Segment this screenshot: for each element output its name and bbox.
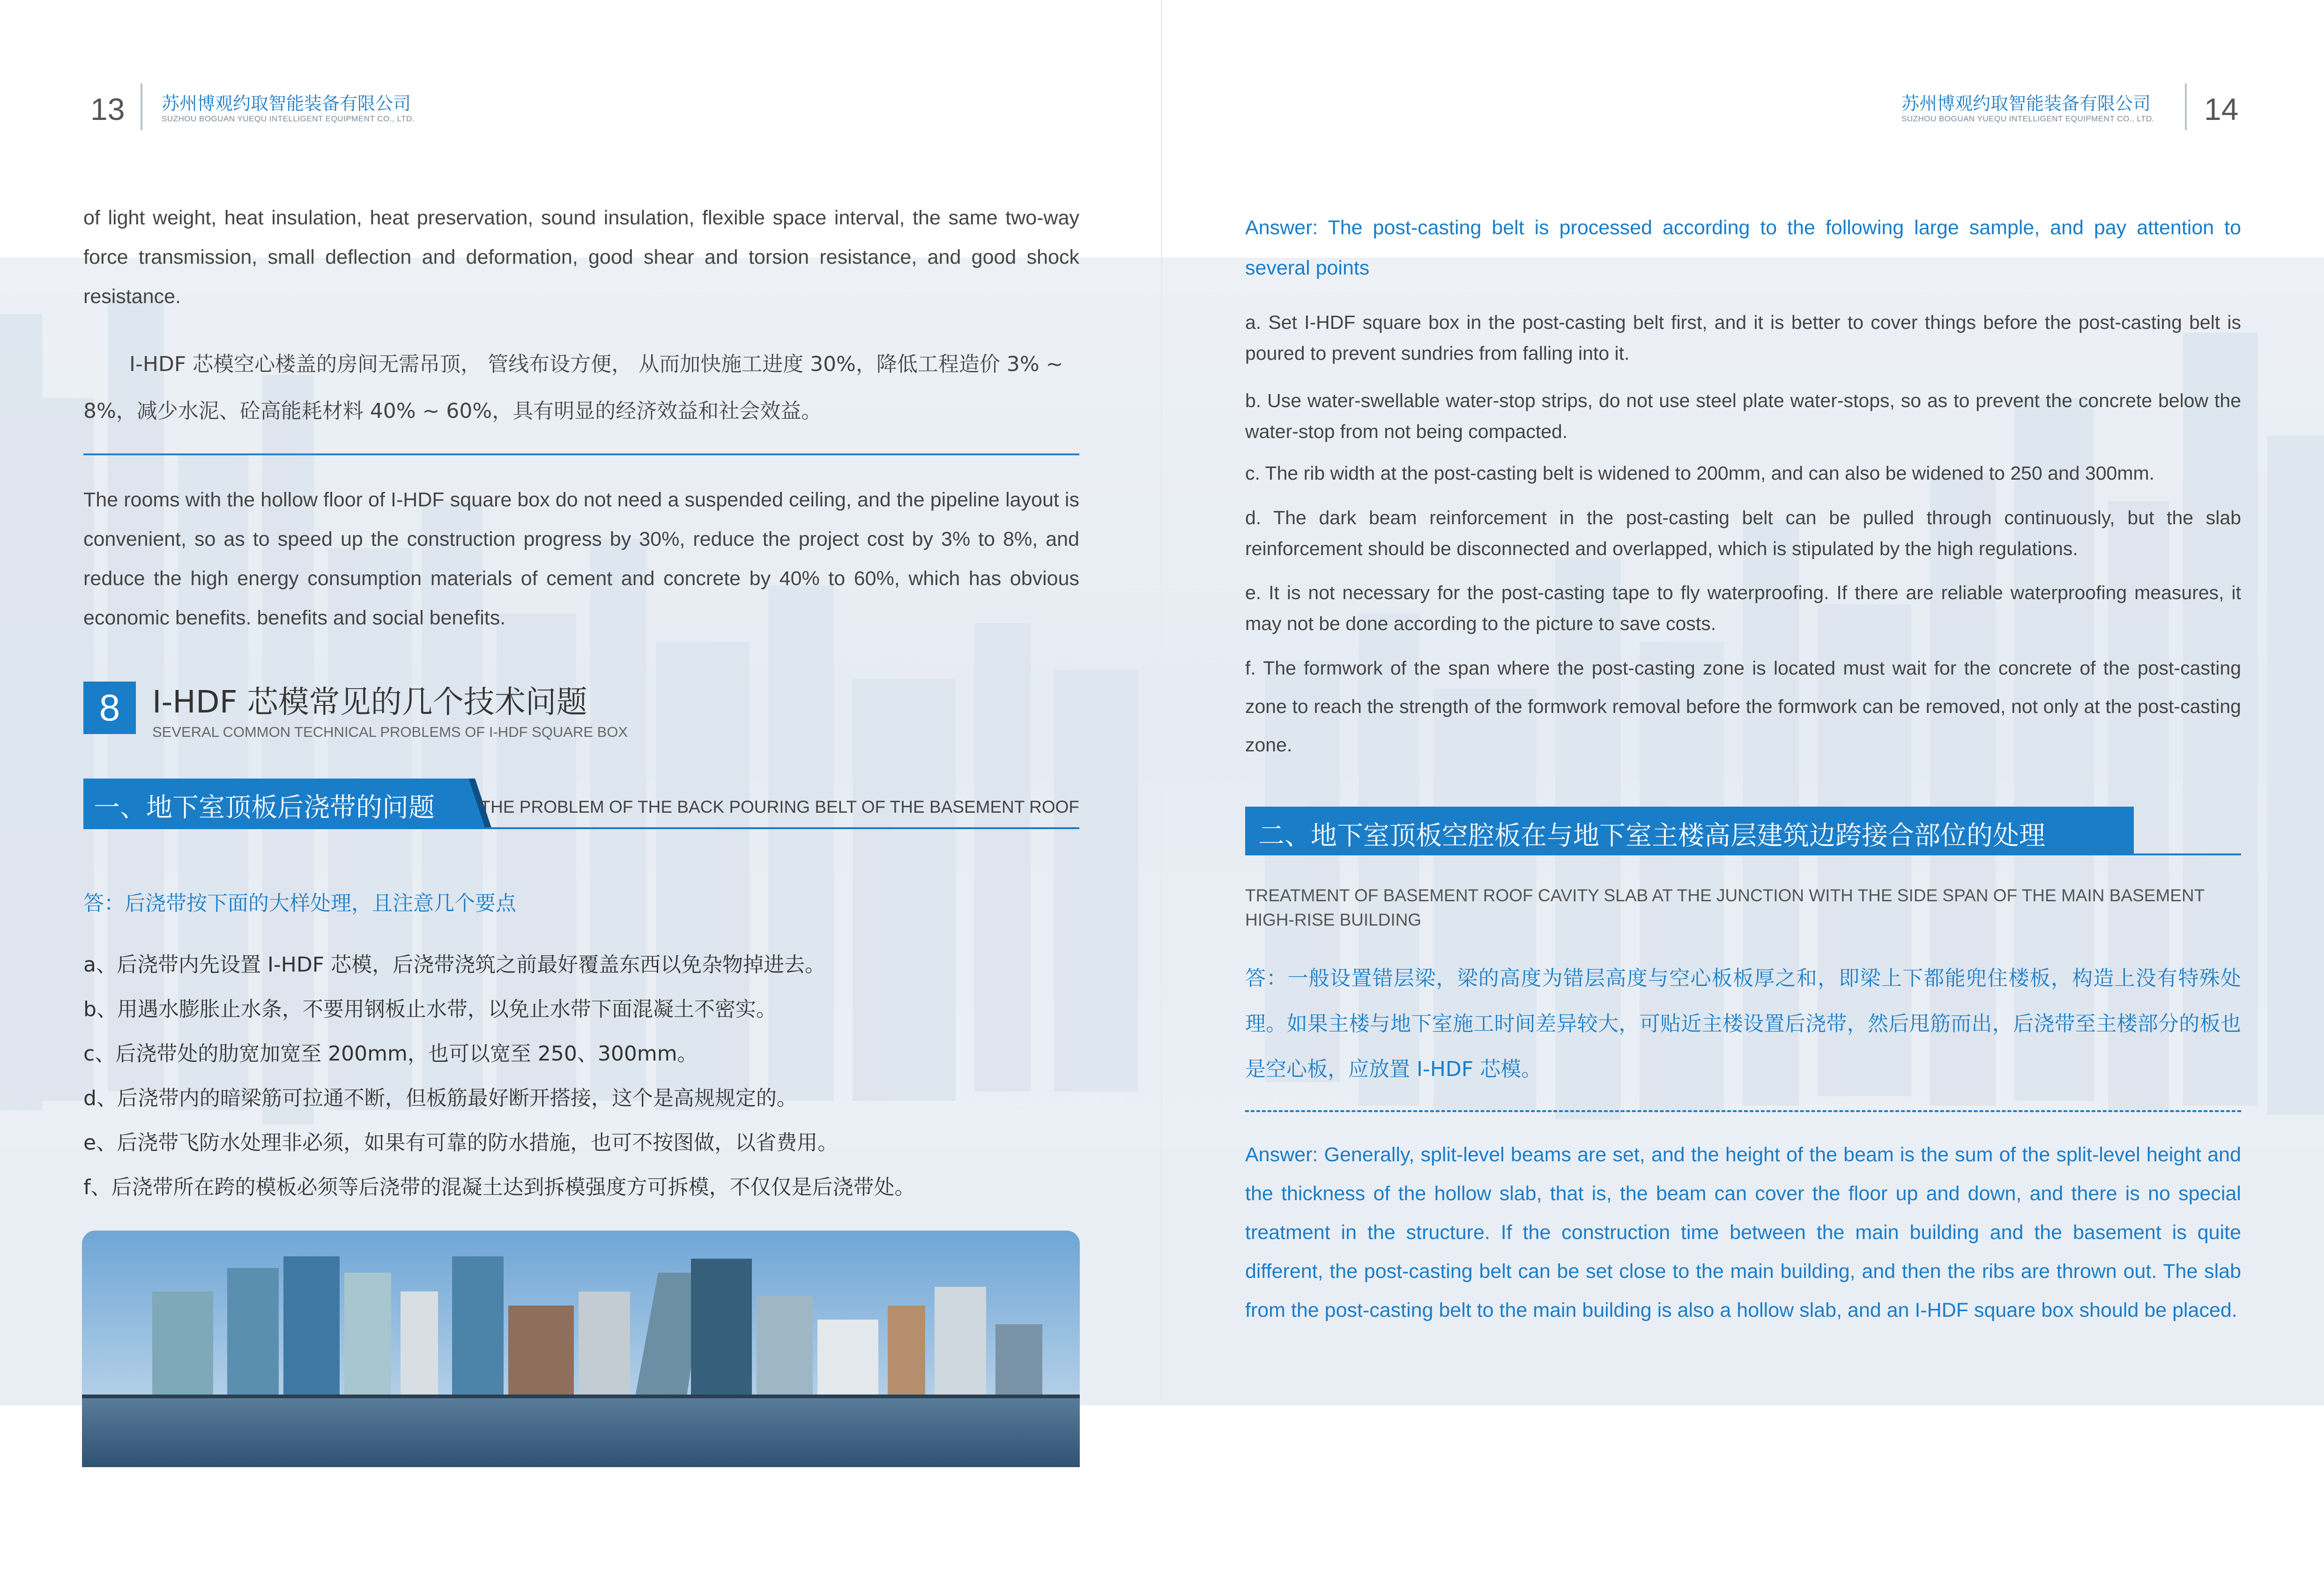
item-en-e: e. It is not necessary for the post-casting tape to fly waterproofing. If there are reliable waterproofing measures, it may not be done according to the picture to save costs. bbox=[1245, 582, 2241, 634]
page-number-left: 13 bbox=[90, 92, 125, 126]
subheading-banner-1 bbox=[83, 779, 1079, 829]
city-skyline-illustration bbox=[82, 1231, 1080, 1467]
company-name-en-left: SUZHOU BOGUAN YUEQU INTELLIGENT EQUIPMENT CO., LTD. bbox=[162, 114, 415, 123]
item-en-a: a. Set I-HDF square box in the post-casting belt first, and it is better to cover things before the post-casting belt is poured to prevent sundries from falling into it. bbox=[1245, 312, 2241, 364]
subheading-1-title-en: THE PROBLEM OF THE BACK POURING BELT OF THE BASEMENT ROOF bbox=[480, 797, 1079, 816]
page-gutter bbox=[1161, 0, 1162, 1405]
item-en-c: c. The rib width at the post-casting belt is widened to 200mm, and can also be widened to 250 and 300mm. bbox=[1245, 462, 2155, 484]
subheading-2-title-en: TREATMENT OF BASEMENT ROOF CAVITY SLAB AT THE JUNCTION WITH THE SIDE SPAN OF THE MAIN BASEMENT HIGH-RISE BUILDING bbox=[1245, 886, 2205, 929]
subheading-2-title-cn: 二、地下室顶板空腔板在与地下室主楼高层建筑边跨接合部位的处理 bbox=[1258, 821, 2045, 851]
intro-en2-paragraph bbox=[83, 480, 1079, 638]
intro-cn-paragraph bbox=[83, 341, 1079, 435]
company-name-cn-right: 苏州博观约取智能装备有限公司 bbox=[1901, 93, 2151, 114]
item-en-f: f. The formwork of the span where the post-casting zone is located must wait for the concrete of the post-casting zone to reach the strength of the formwork removal before the formwork can be removed, not only at the post-casting zone. bbox=[1245, 657, 2241, 756]
item-cn-f: f、后浇带所在跨的模板必须等后浇带的混凝土达到拆模强度方可拆模，不仅仅是后浇带处。 bbox=[83, 1175, 915, 1199]
subheading-1-title-cn: 一、地下室顶板后浇带的问题 bbox=[94, 793, 435, 823]
answer-en-text-2: Answer: Generally, split-level beams are set, and the height of the beam is the sum of the split-level height and the thickness of the hollow slab, that is, the beam can cover the floor up and down, and there is no special treatment in the structure. If the construction time between the main building and the basement is quite different, the post-casting belt can be set close to the main building, and then the ribs are thrown out. The slab from the post-casting belt to the main building is also a hollow slab, and an I-HDF square box should be placed. bbox=[1245, 1143, 2241, 1321]
item-cn-e: e、后浇带飞防水处理非必须，如果有可靠的防水措施，也可不按图做，以省费用。 bbox=[83, 1131, 839, 1155]
section-title-en: SEVERAL COMMON TECHNICAL PROBLEMS OF I-HDF SQUARE BOX bbox=[152, 724, 628, 740]
page-number-right: 14 bbox=[2204, 92, 2239, 126]
subheading-banner-2 bbox=[1245, 807, 2241, 856]
item-cn-a: a、后浇带内先设置 I-HDF 芯模，后浇带浇筑之前最好覆盖东西以免杂物掉进去。 bbox=[83, 953, 826, 977]
intro-cn-text: I-HDF 芯模空心楼盖的房间无需吊顶， 管线布设方便， 从而加快施工进度 30%，降低工程造价 3% ~ 8%，减少水泥、砼高能耗材料 40% ~ 60%，具有明显的经济效益和社会效益。 bbox=[83, 352, 1063, 423]
section-divider-line bbox=[83, 453, 1079, 455]
answer-cn-heading: 答：后浇带按下面的大样处理，且注意几个要点 bbox=[83, 891, 516, 915]
item-en-a-block bbox=[1245, 307, 2241, 369]
intro-en-paragraph bbox=[83, 198, 1079, 316]
item-cn-d: d、后浇带内的暗梁筋可拉通不断，但板筋最好断开搭接，这个是高规规定的。 bbox=[83, 1086, 797, 1110]
item-en-b: b. Use water-swellable water-stop strips, do not use steel plate water-stops, so as to prevent the concrete below the water-stop from not being compacted. bbox=[1245, 390, 2241, 442]
item-en-c-block bbox=[1245, 458, 2241, 489]
item-cn-c: c、后浇带处的肋宽加宽至 200mm，也可以宽至 250、300mm。 bbox=[83, 1042, 698, 1066]
intro-en-text: of light weight, heat insulation, heat preservation, sound insulation, flexible space interval, the same two-way force transmission, small deflection and deformation, good shear and torsion resistance, and good shock resistance. bbox=[83, 207, 1079, 308]
section-title-cn: I-HDF 芯模常见的几个技术问题 bbox=[152, 684, 587, 720]
subheading-banner-2-underline bbox=[2134, 853, 2241, 855]
item-en-d: d. The dark beam reinforcement in the post-casting belt can be pulled through continuously, but the slab reinforcement should be disconnected and overlapped, which is stipulated by the high regulations. bbox=[1245, 507, 2241, 559]
header-divider-left bbox=[141, 83, 142, 130]
section-number-badge: 8 bbox=[83, 682, 136, 734]
company-name-en-right: SUZHOU BOGUAN YUEQU INTELLIGENT EQUIPMENT CO., LTD. bbox=[1901, 114, 2154, 123]
answer-en-paragraph bbox=[1245, 208, 2241, 288]
answer-en-paragraph-2 bbox=[1245, 1135, 2241, 1330]
item-en-b-block bbox=[1245, 385, 2241, 447]
intro-en2-text: The rooms with the hollow floor of I-HDF square box do not need a suspended ceiling, and the pipeline layout is convenient, so as to speed up the construction progress by 30%, reduce the project cost by 3% to 8%, and reduce the high energy consumption materials of cement and concrete by 40% to 60%, which has obvious economic benefits. benefits and social benefits. bbox=[83, 489, 1079, 629]
header-divider-right bbox=[2185, 83, 2187, 130]
item-en-d-block bbox=[1245, 502, 2241, 564]
item-en-e-block bbox=[1245, 577, 2241, 639]
item-cn-b: b、用遇水膨胀止水条，不要用钢板止水带，以免止水带下面混凝土不密实。 bbox=[83, 997, 777, 1021]
answer-cn-paragraph-2: 答：一般设置错层梁，梁的高度为错层高度与空心板板厚之和，即梁上下都能兜住楼板，构造上没有特殊处理。如果主楼与地下室施工时间差异较大，可贴近主楼设置后浇带，然后甩筋而出，后浇带至主楼部分的板也是空心板，应放置 I-HDF 芯模。 bbox=[1245, 966, 2241, 1081]
company-name-cn-left: 苏州博观约取智能装备有限公司 bbox=[162, 93, 411, 114]
item-en-f-block bbox=[1245, 649, 2241, 764]
city-skyline-photo bbox=[82, 1231, 1080, 1467]
dashed-divider bbox=[1245, 1110, 2241, 1112]
answer-en-text: Answer: The post-casting belt is processed according to the following large sample, and pay attention to several points bbox=[1245, 216, 2241, 279]
